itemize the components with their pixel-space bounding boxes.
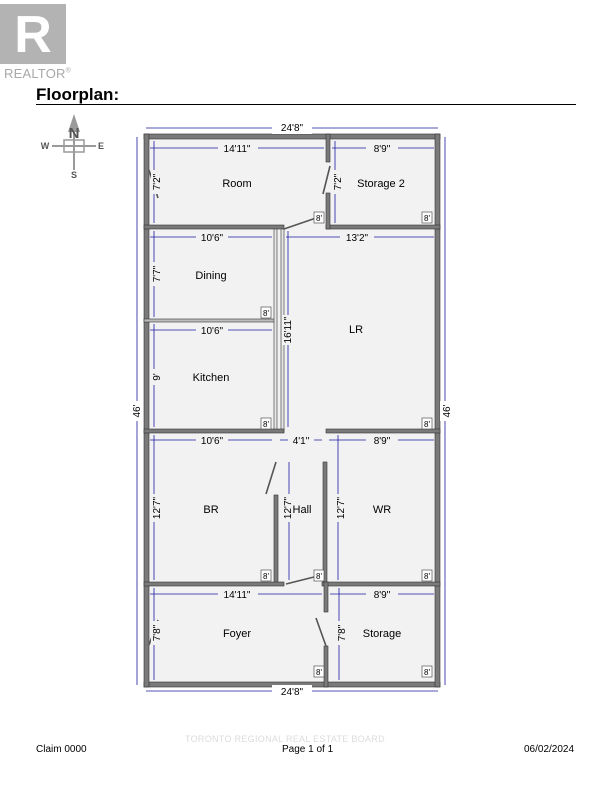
- dim-wr-height: 12'7": [336, 496, 347, 520]
- svg-text:8': 8': [424, 572, 430, 581]
- dim-wr-width: 8'9": [373, 436, 391, 447]
- room-label-hall: Hall: [292, 504, 312, 516]
- svg-text:8': 8': [316, 572, 322, 581]
- room-label-room: Room: [222, 178, 252, 190]
- compass-n: N: [68, 125, 80, 142]
- dim-overall-right: 46': [442, 404, 453, 418]
- dim-kitchen-height: 9': [152, 373, 163, 381]
- watermark: TORONTO REGIONAL REAL ESTATE BOARD: [185, 734, 385, 744]
- dim-storage-height: 7'8": [337, 624, 348, 642]
- dim-br-height: 12'7": [152, 496, 163, 520]
- dim-kitchen-width: 10'6": [200, 326, 224, 337]
- dim-storage2-width: 8'9": [373, 144, 391, 155]
- svg-text:8': 8': [316, 668, 322, 677]
- compass-s: S: [70, 170, 78, 180]
- room-label-storage2: Storage 2: [357, 178, 405, 190]
- compass-e: E: [97, 141, 105, 151]
- room-label-lr: LR: [348, 324, 364, 336]
- dim-overall-left: 46': [132, 404, 143, 418]
- room-label-kitchen: Kitchen: [192, 372, 230, 384]
- svg-text:8': 8': [424, 668, 430, 677]
- dim-lr-width: 13'2": [345, 233, 369, 244]
- compass-icon: [41, 114, 104, 180]
- footer-date: 06/02/2024: [524, 744, 575, 755]
- dim-storage2-height: 7'2": [333, 173, 344, 191]
- svg-text:8': 8': [424, 420, 430, 429]
- floor-area: [146, 137, 438, 685]
- dim-dining-width: 10'6": [200, 233, 224, 244]
- compass-w: W: [40, 141, 50, 151]
- svg-text:8': 8': [263, 309, 269, 318]
- svg-text:8': 8': [424, 214, 430, 223]
- footer-claim: Claim 0000: [36, 744, 87, 755]
- svg-text:8': 8': [263, 572, 269, 581]
- dim-overall-top: 24'8": [280, 123, 304, 134]
- room-label-dining: Dining: [195, 270, 227, 282]
- room-label-storage: Storage: [362, 628, 402, 640]
- dim-overall-bottom: 24'8": [280, 687, 304, 698]
- realtor-wordmark: REALTOR®: [4, 66, 71, 81]
- dim-br-width: 10'6": [200, 436, 224, 447]
- svg-text:R: R: [14, 6, 52, 64]
- room-label-foyer: Foyer: [222, 628, 252, 640]
- dim-dining-height: 7'7": [152, 265, 163, 283]
- dim-hall-height: 12'7": [283, 496, 294, 520]
- room-label-wr: WR: [372, 504, 392, 516]
- dim-storage-width: 8'9": [373, 590, 391, 601]
- page-title: Floorplan:: [36, 85, 120, 104]
- room-label-br: BR: [203, 504, 219, 516]
- dim-foyer-height: 7'8": [152, 624, 163, 642]
- svg-text:8': 8': [263, 420, 269, 429]
- svg-text:8': 8': [316, 214, 322, 223]
- footer-page-number: Page 1 of 1: [282, 744, 334, 755]
- dim-lr-height: 16'11": [283, 316, 294, 344]
- dim-room-width: 14'11": [223, 144, 251, 155]
- dim-foyer-width: 14'11": [223, 590, 251, 601]
- dim-hall-width: 4'1": [292, 436, 310, 447]
- dim-room-height: 7'2": [152, 173, 163, 191]
